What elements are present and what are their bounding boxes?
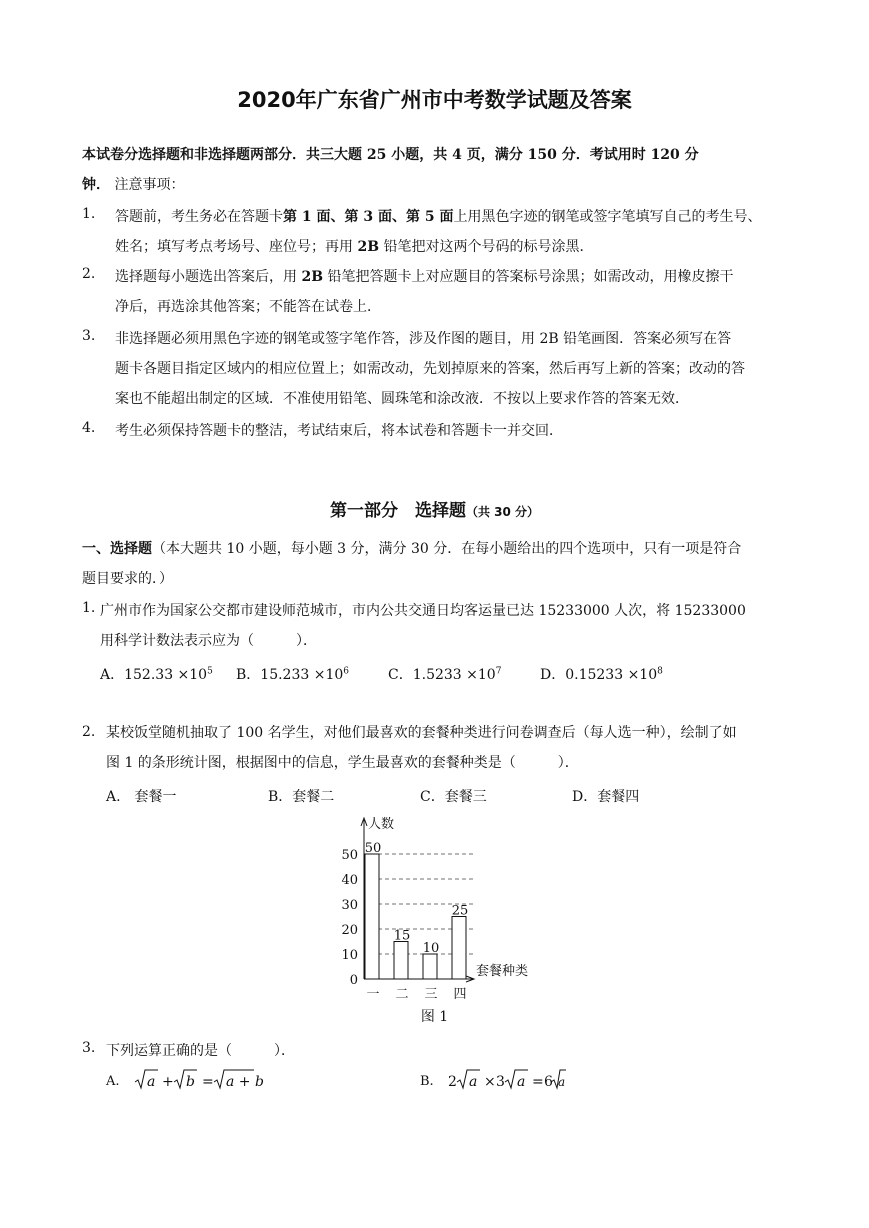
y-tick-label: 50	[341, 848, 358, 863]
times-sign: ×	[484, 1074, 496, 1090]
q1-option-d: D．$0.15233 \times 10^8$	[540, 666, 663, 683]
note-3-line-2: 题卡各题目指定区域内的相应位置上；如需改动，先划掉原来的答案，然后再写上新的答案；改动的答	[115, 361, 745, 377]
y-tick-label: 10	[341, 948, 358, 963]
figure-caption: 图 1	[420, 1009, 449, 1025]
q3-option-b-label: B.	[420, 1074, 434, 1089]
bar	[394, 942, 408, 980]
question-number: 1.	[82, 600, 96, 616]
q2-option-a: A. 套餐一	[106, 789, 177, 805]
note-2-line-1: 选择题每小题选出答案后，用 2B 铅笔把答题卡上对应题目的答案标号涂黑；如需改动，用橡皮擦干	[115, 269, 734, 285]
q1-line-2: 用科学计数法表示应为（ ）．	[100, 633, 317, 649]
coefficient-3: 3	[496, 1074, 505, 1090]
question-number: 2.	[82, 724, 96, 740]
note-1-line-2: 姓名；填写考点考场号、座位号；再用 2B 铅笔把对这两个号码的标号涂黑．	[115, 239, 594, 255]
bar	[452, 917, 466, 980]
part1-desc-line-2: 题目要求的．）	[82, 571, 173, 587]
coefficient-2: 2	[448, 1074, 457, 1090]
y-tick-label: 30	[341, 898, 358, 913]
equals-sign: =	[202, 1074, 214, 1090]
plus-sign: +	[162, 1074, 174, 1090]
y-tick-label: 20	[341, 923, 358, 938]
q2-option-d: D．套餐四	[572, 789, 640, 805]
question-number: 3.	[82, 1040, 96, 1056]
q2-line-2: 图 1 的条形统计图，根据图中的信息，学生最喜欢的套餐种类是（ ）．	[106, 755, 579, 771]
x-axis-label: 套餐种类	[476, 964, 529, 979]
q2-line-1: 某校饭堂随机抽取了 100 名学生，对他们最喜欢的套餐种类进行问卷调查后（每人选一种），绘制了如	[106, 725, 737, 741]
intro-bold: 钟．	[82, 177, 110, 193]
note-number: 2.	[82, 266, 96, 282]
part1-heading: 一、选择题	[82, 541, 152, 557]
radicand-a: a	[558, 1075, 566, 1089]
q3-option-a-formula	[132, 1066, 264, 1094]
part1-heading-line	[82, 538, 741, 558]
q1-option-b: B．$15.233 \times 10^6$	[236, 666, 350, 683]
q1-option-c: C．$1.5233 \times 10^7$	[388, 666, 502, 683]
q1-option-a: A．$152.33 \times 10^5$	[100, 666, 213, 683]
y-axis-label: 人数	[368, 817, 395, 832]
note-1-line-1: 答题前，考生务必在答题卡第 1 面、第 3 面、第 5 面上用黑色字迹的钢笔或签字笔填写自己的考生号、	[115, 209, 762, 225]
q2-option-c: C．套餐三	[420, 789, 487, 805]
y-tick-label: 40	[341, 873, 358, 888]
notes-heading: 注意事项：	[110, 177, 185, 193]
intro-line-1: 本试卷分选择题和非选择题两部分．共三大题 25 小题，共 4 页，满分 150 分．考试用时 120 分	[82, 147, 699, 163]
bar	[423, 954, 437, 979]
q2-option-b: B．套餐二	[268, 789, 335, 805]
note-number: 1.	[82, 206, 96, 222]
bar-value-label: 25	[451, 903, 469, 919]
note-3-line-3: 案也不能超出制定的区域．不准使用铅笔、圆珠笔和涂改液．不按以上要求作答的答案无效．	[115, 391, 689, 407]
note-4-line-1: 考生必须保持答题卡的整洁，考试结束后，将本试卷和答题卡一并交回．	[115, 423, 563, 439]
q3-stem: 下列运算正确的是（ ）．	[106, 1043, 295, 1059]
bar-chart	[330, 812, 550, 1000]
x-tick-label: 一	[366, 987, 380, 1002]
page-title: 2020年广东省广州市中考数学试题及答案	[237, 88, 632, 112]
x-tick-label: 二	[395, 987, 409, 1002]
bar-value-label: 50	[364, 841, 382, 856]
bar	[365, 854, 379, 979]
bar-value-label: 15	[393, 928, 411, 944]
note-number: 4.	[82, 420, 96, 436]
equals-sign: =	[532, 1074, 544, 1090]
q1-line-1: 广州市作为国家公交都市建设师范城市，市内公共交通日均客运量已达 15233000 人次，将 15233000	[100, 603, 746, 619]
radicand-b: b	[186, 1074, 195, 1090]
part1-desc: （本大题共 10 小题，每小题 3 分，满分 30 分．在每小题给出的四个选项中，只有一项是符合	[152, 541, 742, 557]
q3-option-a-label: A.	[106, 1074, 120, 1089]
section-title: 第一部分 选择题（共 30 分）	[329, 501, 540, 521]
note-number: 3.	[82, 328, 96, 344]
radicand-a: a	[517, 1074, 526, 1090]
radicand-a: a	[147, 1074, 156, 1090]
x-tick-label: 三	[424, 987, 438, 1002]
note-3-line-1: 非选择题必须用黑色字迹的钢笔或签字笔作答，涉及作图的题目，用 2B 铅笔画图．答案必须写在答	[115, 331, 732, 347]
radicand-a-plus-b: a + b	[226, 1074, 264, 1090]
x-tick-label: 四	[453, 987, 467, 1002]
q3-option-b-formula	[446, 1066, 566, 1094]
coefficient-6: 6	[544, 1074, 553, 1090]
radicand-a: a	[469, 1074, 478, 1090]
note-2-line-2: 净后，再选涂其他答案；不能答在试卷上．	[115, 299, 381, 315]
bar-value-label: 10	[422, 941, 440, 956]
y-tick-label: 0	[349, 973, 358, 988]
intro-line-2	[82, 174, 184, 194]
